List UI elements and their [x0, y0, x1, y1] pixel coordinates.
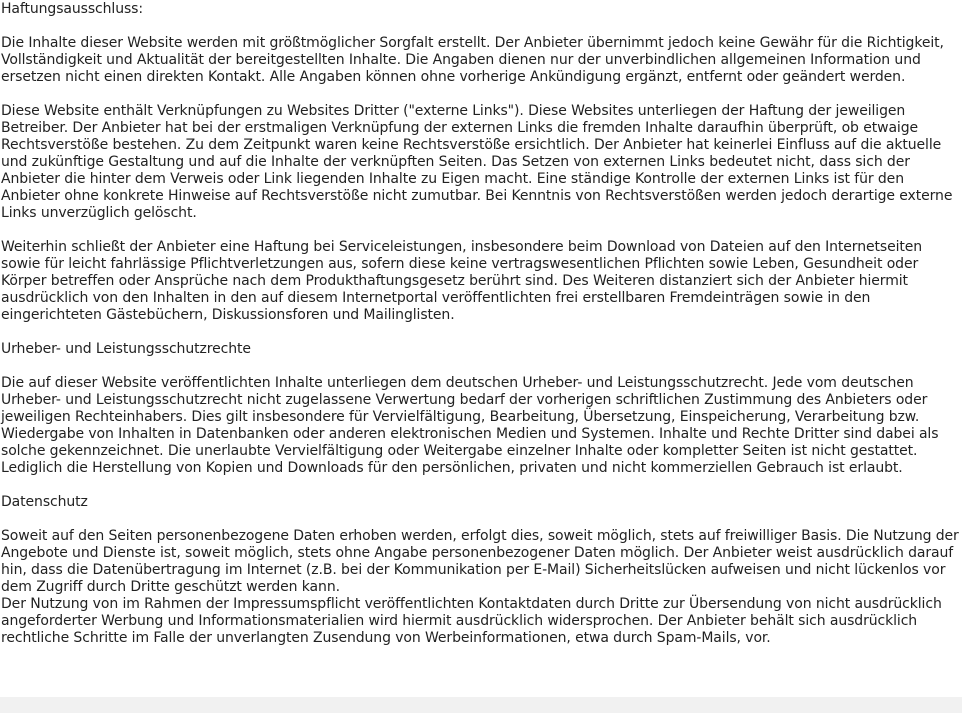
footer-bar [0, 697, 962, 713]
copyright-heading: Urheber- und Leistungsschutzrechte [1, 341, 251, 357]
legal-content [1, 1, 962, 664]
disclaimer-paragraph-general: Die Inhalte dieser Website werden mit größtmöglicher Sorgfalt erstellt. Der Anbieter übernimmt jedoch keine Gewähr für die Richtigkeit, Vollständigkeit und Aktualität der bereitgestellten Inhalte. Die Angaben dienen nur der unverbindlichen allgemeinen Information und ersetzen nicht einen direkten Kontakt. Alle Angaben können ohne vorherige Ankündigung ergänzt, entfernt oder geändert werden. [1, 35, 944, 85]
disclaimer-paragraph-external-links: Diese Website enthält Verknüpfungen zu Websites Dritter ("externe Links"). Diese Websites unterliegen der Haftung der jeweiligen Betreiber. Der Anbieter hat bei der erstmaligen Verknüpfung der externen Links die fremden Inhalte daraufhin überprüft, ob etwaige Rechtsverstöße bestehen. Zu dem Zeitpunkt waren keine Rechtsverstöße ersichtlich. Der Anbieter hat keinerlei Einfluss auf die aktuelle und zukünftige Gestaltung und auf die Inhalte der verknüpften Seiten. Das Setzen von externen Links bedeutet nicht, dass sich der Anbieter die hinter dem Verweis oder Link liegenden Inhalte zu Eigen macht. Eine ständige Kontrolle der externen Links ist für den Anbieter ohne konkrete Hinweise auf Rechtsverstöße nicht zumutbar. Bei Kenntnis von Rechtsverstößen werden jedoch derartige externe Links unverzüglich gelöscht. [1, 103, 953, 221]
disclaimer-paragraph-services: Weiterhin schließt der Anbieter eine Haftung bei Serviceleistungen, insbesondere beim Download von Dateien auf den Internetseiten sowie für leicht fahrlässige Pflichtverletzungen aus, sofern diese keine vertragswesentlichen Pflichten sowie Leben, Gesundheit oder Körper betreffen oder Ansprüche nach dem Produkthaftungsgesetz berührt sind. Des Weiteren distanziert sich der Anbieter hiermit ausdrücklich von den Inhalten in den auf diesem Internetportal veröffentlichten frei erstellbaren Fremdeinträgen sowie in den eingerichteten Gästebüchern, Diskussionsforen und Mailinglisten. [1, 239, 923, 323]
privacy-heading: Datenschutz [1, 494, 88, 510]
disclaimer-heading: Haftungsausschluss: [1, 1, 143, 17]
privacy-paragraph-contact-data: Der Nutzung von im Rahmen der Impressumspflicht veröffentlichten Kontaktdaten durch Dritte zur Übersendung von nicht ausdrücklich angeforderter Werbung und Informationsmaterialien wird hiermit ausdrücklich widersprochen. Der Anbieter behält sich ausdrücklich rechtliche Schritte im Falle der unverlangten Zusendung von Werbeinformationen, etwa durch Spam-Mails, vor. [1, 596, 942, 646]
copyright-paragraph: Die auf dieser Website veröffentlichten Inhalte unterliegen dem deutschen Urheber- und Leistungsschutzrecht. Jede vom deutschen Urheber- und Leistungsschutzrecht nicht zugelassene Verwertung bedarf der vorherigen schriftlichen Zustimmung des Anbieters oder jeweiligen Rechteinhabers. Dies gilt insbesondere für Vervielfältigung, Bearbeitung, Übersetzung, Einspeicherung, Verarbeitung bzw. Wiedergabe von Inhalten in Datenbanken oder anderen elektronischen Medien und Systemen. Inhalte und Rechte Dritter sind dabei als solche gekennzeichnet. Die unerlaubte Vervielfältigung oder Weitergabe einzelner Inhalte oder kompletter Seiten ist nicht gestattet. Lediglich die Herstellung von Kopien und Downloads für den persönlichen, privaten und nicht kommerziellen Gebrauch ist erlaubt. [1, 375, 939, 476]
privacy-paragraph-data-collection: Soweit auf den Seiten personenbezogene Daten erhoben werden, erfolgt dies, soweit möglich, stets auf freiwilliger Basis. Die Nutzung der Angebote und Dienste ist, soweit möglich, stets ohne Angabe personenbezogener Daten möglich. Der Anbieter weist ausdrücklich darauf hin, dass die Datenübertragung im Internet (z.B. bei der Kommunikation per E-Mail) Sicherheitslücken aufweisen und nicht lückenlos vor dem Zugriff durch Dritte geschützt werden kann. [1, 528, 959, 595]
